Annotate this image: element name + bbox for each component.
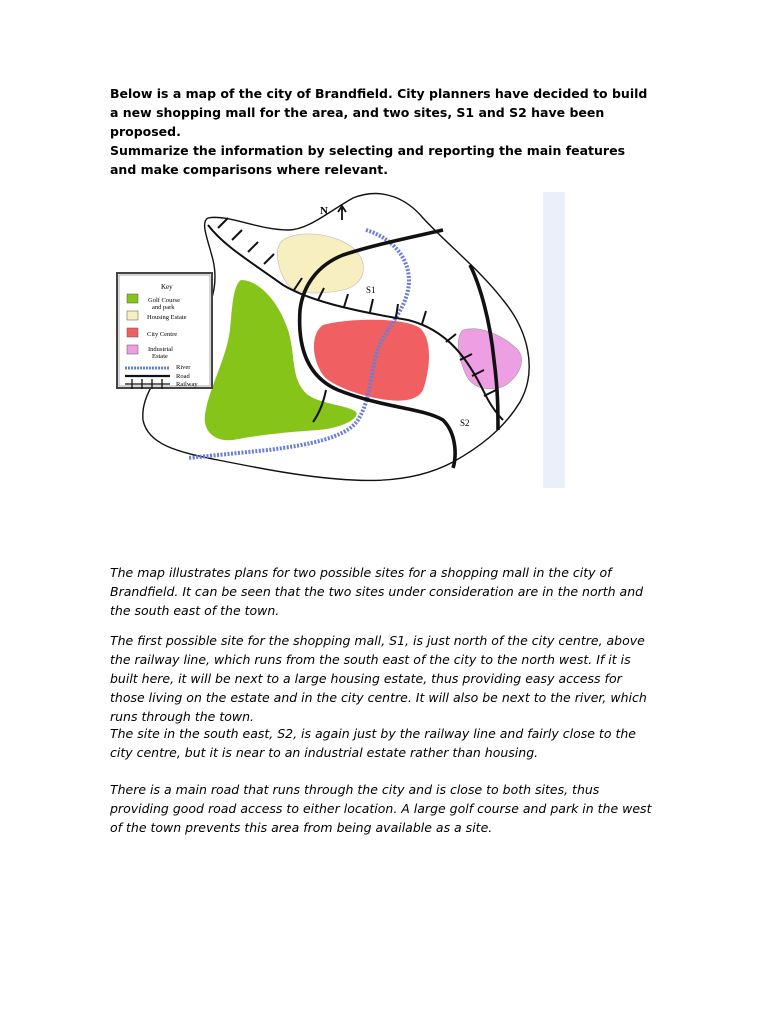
key-industrial-swatch (127, 345, 138, 354)
essay-paragraph-2: The first possible site for the shopping mall, S1, is just north of the city centre, above the railway line, which runs from the south east of the city to the north west. If it is built here, it will be next to a large housing estate, thus providing easy access for those living on the estate and in the city centre. It will also be next to the river, which runs through the town. (110, 633, 647, 724)
key-railway-label: Railway (176, 381, 198, 388)
map-key (117, 273, 212, 389)
key-city-swatch (127, 328, 138, 337)
site-s2-label: S2 (460, 418, 470, 428)
key-title: Key (161, 283, 173, 291)
key-golf-label: Golf Course (148, 297, 180, 304)
north-label: N (320, 205, 328, 217)
brandfield-map (108, 190, 568, 490)
key-industrial-label: Industrial (148, 346, 173, 353)
key-road-label: Road (176, 373, 190, 380)
key-golf-label-2: and park (152, 304, 175, 311)
side-strip (543, 192, 565, 488)
key-housing-swatch (127, 311, 138, 320)
key-housing-label: Housing Estate (147, 314, 187, 321)
key-river-label: River (176, 364, 191, 371)
essay-paragraph-4: There is a main road that runs through the city and is close to both sites, thus providing good road access to either location. A large golf course and park in the west of the town prevents this area from being available as a site. (110, 782, 652, 835)
essay-paragraph-1: The map illustrates plans for two possible sites for a shopping mall in the city of Brandfield. It can be seen that the two sites under consideration are in the north and the south east of the town. (110, 565, 644, 618)
key-golf-swatch (127, 294, 138, 303)
task-intro: Below is a map of the city of Brandfield. City planners have decided to build a new shopping mall for the area, and two sites, S1 and S2 have been proposed. (110, 86, 648, 139)
essay-paragraph-3: The site in the south east, S2, is again just by the railway line and fairly close to the city centre, but it is near to an industrial estate rather than housing. (110, 726, 636, 760)
key-city-label: City Centre (147, 331, 178, 338)
task-instruction: Summarize the information by selecting and reporting the main features and make comparisons where relevant. (110, 143, 626, 177)
site-s1-label: S1 (366, 285, 376, 295)
key-industrial-label-2: Estate (152, 353, 168, 360)
